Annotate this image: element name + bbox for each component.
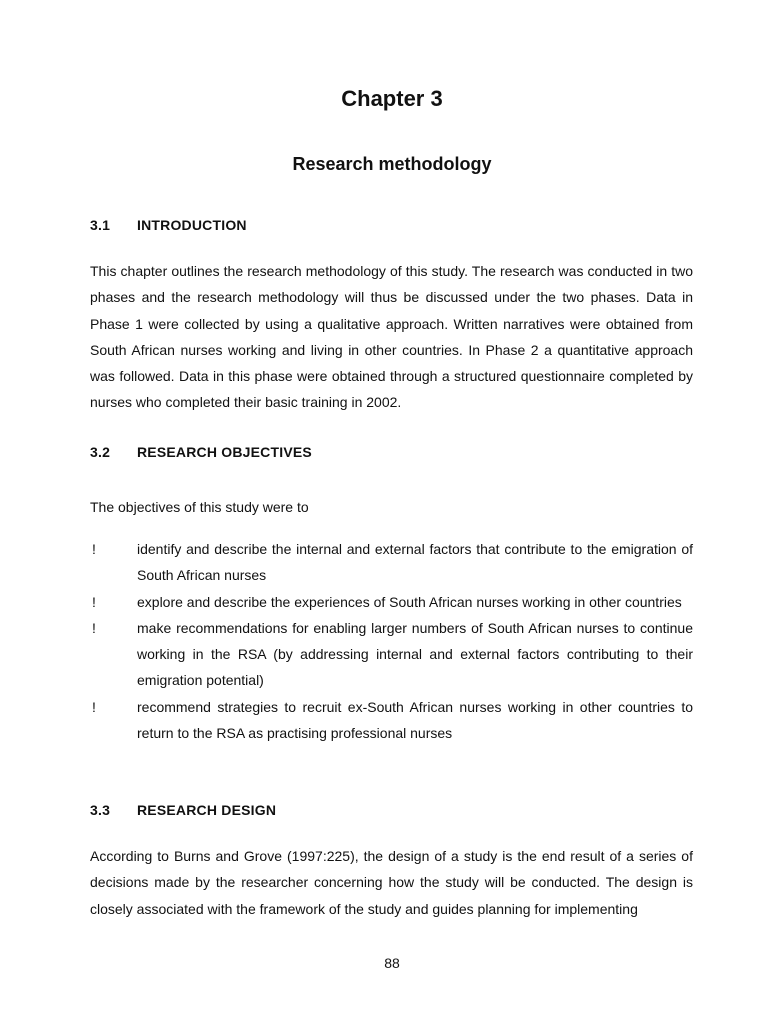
list-item [90,615,693,694]
list-item-text: recommend strategies to recruit ex-South African nurses working in other countries to return to the RSA as practising professional nurses [137,698,693,742]
list-item [90,694,693,747]
objectives-intro: The objectives of this study were to [90,499,309,515]
section-title: RESEARCH OBJECTIVES [137,444,312,460]
list-item-text: make recommendations for enabling larger numbers of South African nurses to continue working in the RSA (by addressing internal and external factors contributing to their emigration potential) [137,619,693,689]
list-item-text: identify and describe the internal and external factors that contribute to the emigration of South African nurses [137,541,693,584]
chapter-subtitle: Research methodology [292,154,492,174]
bullet-mark: ! [92,698,96,715]
chapter-title: Chapter 3 [341,86,443,111]
section-title: RESEARCH DESIGN [137,802,277,818]
bullet-mark: ! [92,541,96,557]
section-title: INTRODUCTION [137,217,247,233]
section-number: 3.1 [90,217,111,233]
bullet-mark: ! [92,593,96,610]
page-number: 88 [384,955,400,971]
section-number: 3.2 [90,444,111,460]
bullet-mark: ! [92,619,96,636]
list-item-text: explore and describe the experiences of South African nurses working in other countries [137,593,682,610]
introduction-paragraph: This chapter outlines the research methodology of this study. The research was conducted in two phases and the research methodology will thus be discussed under the two phases. Data in Phase 1 were collected by using a qualitative approach. Written narratives were obtained from South African nurses working and living in other countries. In Phase 2 a quantitative approach was followed. Data in this phase were obtained through a structured questionnaire completed by nurses who completed their basic training in 2002. [90,263,693,411]
list-item [90,536,693,589]
section-number: 3.3 [90,802,111,818]
objectives-list [90,536,693,746]
research-design-paragraph: According to Burns and Grove (1997:225), the design of a study is the end result of a series of decisions made by the researcher concerning how the study will be conducted. The design is closely associated with the framework of the study and guides planning for implementing [90,848,693,917]
list-item [90,589,693,615]
